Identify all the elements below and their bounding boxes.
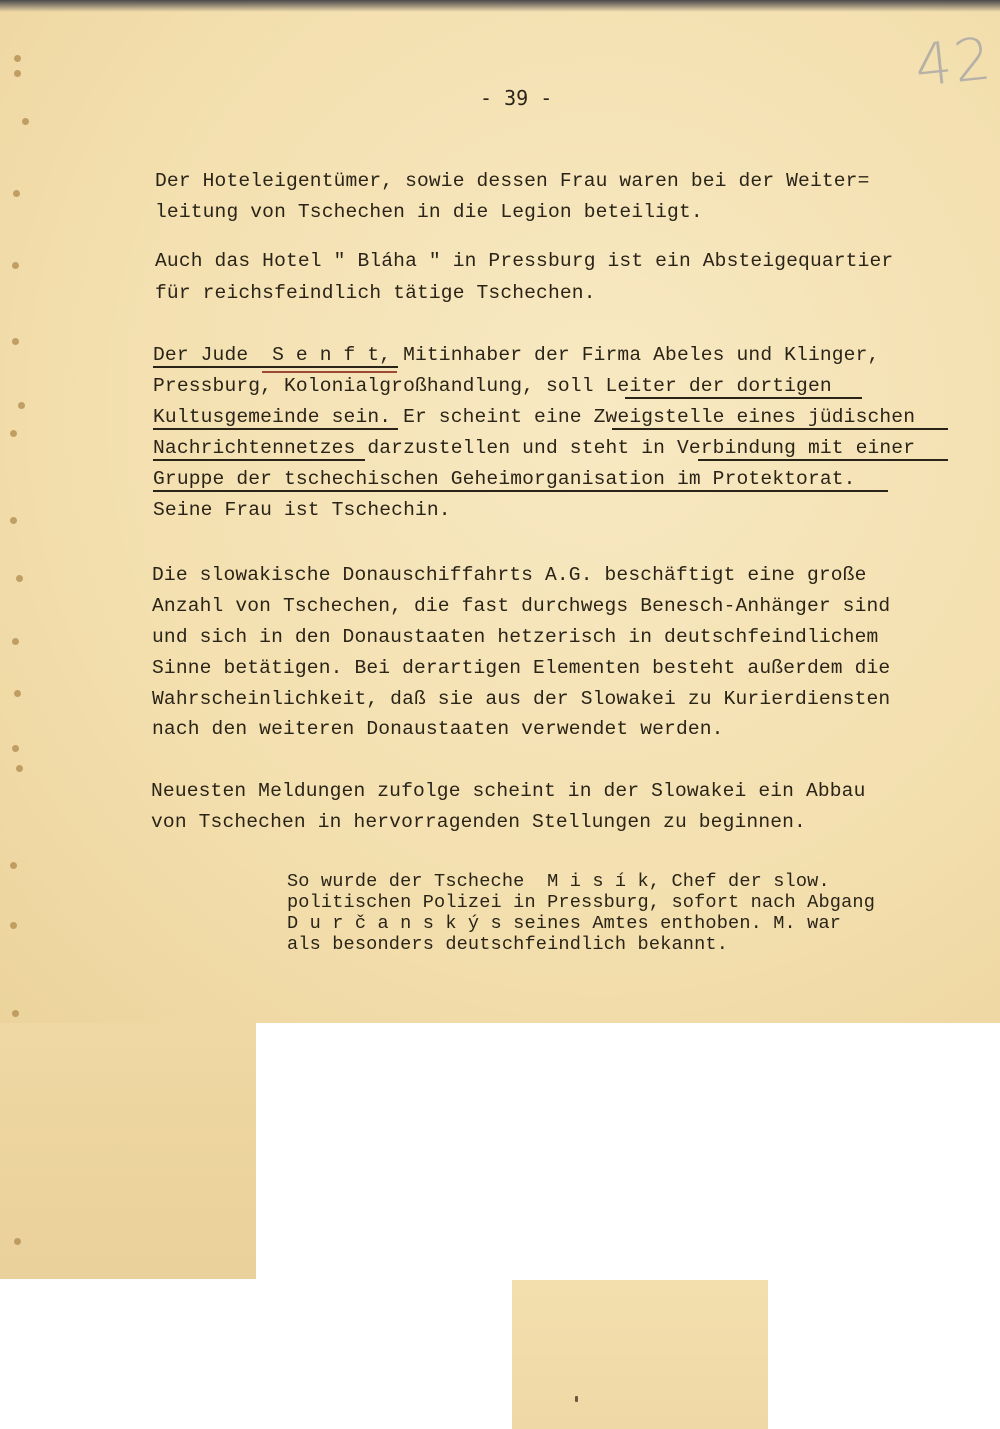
binder-hole [16,765,23,772]
text-line: für reichsfeindlich tätige Tschechen. [155,282,596,304]
underline [153,428,398,430]
underline [153,366,398,368]
binder-hole [10,517,17,524]
page-number: - 39 - [480,86,553,110]
binder-hole [10,922,17,929]
binder-hole [14,1238,21,1245]
binder-hole [12,745,19,752]
text-line: So wurde der Tscheche M i s í k, Chef der slow. [287,871,830,892]
text-line: D u r č a n s k ý s seines Amtes enthoben. M. war [287,913,842,934]
text-line: nach den weiteren Donaustaaten verwendet werden. [152,718,724,740]
paper-fragment-bottom [512,1280,768,1429]
text-line: und sich in den Donaustaaten hetzerisch in deutschfeindlichem [152,626,879,648]
text-line: Neuesten Meldungen zufolge scheint in der Slowakei ein Abbau [151,780,866,802]
text-line: Der Jude S e n f t, Mitinhaber der Firma Abeles und Klinger, [153,344,880,366]
underline [625,397,862,399]
handwritten-folio-number: 42 [911,24,997,100]
text-line: Nachrichtennetzes darzustellen und steht in Verbindung mit einer [153,437,916,459]
text-line: von Tschechen in hervorragenden Stellungen zu beginnen. [151,811,806,833]
text-line: Wahrscheinlichkeit, daß sie aus der Slowakei zu Kurierdiensten [152,688,891,710]
text-line: politischen Polizei in Pressburg, sofort nach Abgang [287,892,876,913]
binder-hole [14,70,21,77]
binder-hole [10,862,17,869]
underline [612,428,948,430]
binder-hole [12,338,19,345]
binder-hole [14,690,21,697]
binder-hole [12,262,19,269]
text-line: Gruppe der tschechischen Geheimorganisation im Protektorat. [153,468,856,490]
paper-speck [575,1396,578,1402]
underline [153,459,365,461]
red-underline [262,371,397,373]
binder-hole [18,402,25,409]
text-line: Anzahl von Tschechen, die fast durchwegs Benesch-Anhänger sind [152,595,891,617]
text-line: Sinne betätigen. Bei derartigen Elementen besteht außerdem die [152,657,891,679]
text-line: Die slowakische Donauschiffahrts A.G. beschäftigt eine große [152,564,867,586]
binder-hole [16,575,23,582]
binder-hole [12,1010,19,1017]
binder-hole [14,55,21,62]
text-line: leitung von Tschechen in die Legion beteiligt. [155,201,703,223]
text-line: Kultusgemeinde sein. Er scheint eine Zweigstelle eines jüdischen [153,406,916,428]
binder-hole [22,118,29,125]
binder-hole [13,190,20,197]
underline [698,459,948,461]
underline [153,490,888,492]
text-line: Pressburg, Kolonialgroßhandlung, soll Leiter der dortigen [153,375,832,397]
paper-fragment-left [0,1023,256,1279]
text-line: Auch das Hotel " Bláha " in Pressburg ist ein Absteigequartier [155,250,894,272]
text-line: Seine Frau ist Tschechin. [153,499,451,521]
binder-hole [10,430,17,437]
text-line: Der Hoteleigentümer, sowie dessen Frau waren bei der Weiter= [155,170,870,192]
binder-hole [12,638,19,645]
top-edge-shadow [0,0,1000,12]
text-line: als besonders deutschfeindlich bekannt. [287,934,729,955]
